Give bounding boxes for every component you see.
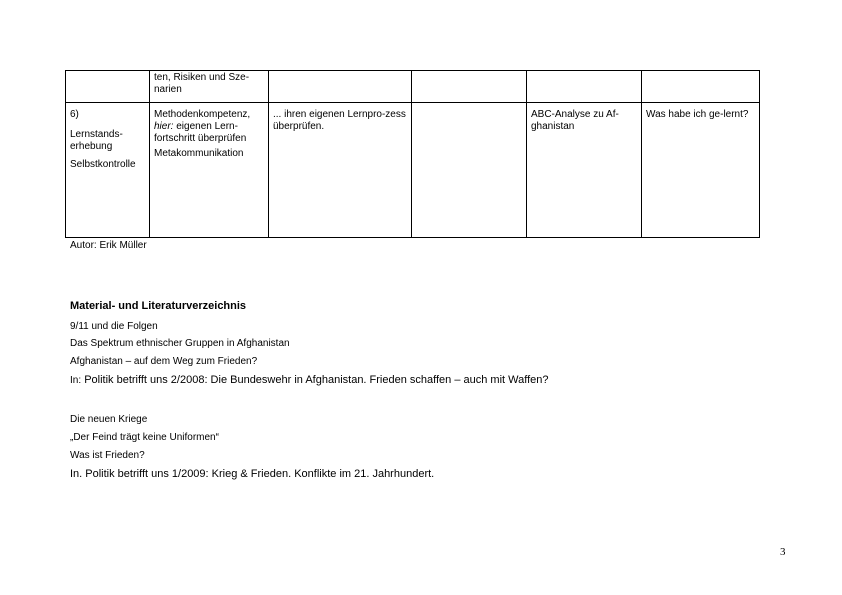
hier-label: hier: xyxy=(154,121,174,132)
competence-label: Methodenkompetenz, xyxy=(154,109,251,120)
bibliography-item: „Der Feind trägt keine Uniformen“ xyxy=(70,432,219,443)
table-cell xyxy=(412,71,527,103)
page-number: 3 xyxy=(780,546,786,558)
author-line: Autor: Erik Müller xyxy=(70,240,147,251)
competence-detail-text: eigenen Lern-fortschritt überprüfen xyxy=(154,121,247,144)
material-text: ABC-Analyse zu Af-ghanistan xyxy=(531,109,619,132)
table-cell xyxy=(412,103,527,238)
bibliography-source: In. Politik betrifft uns 1/2009: Krieg & Frieden. Konflikte im 21. Jahrhundert. xyxy=(70,468,435,480)
table-cell-competence xyxy=(150,103,269,238)
bibliography-item: Afghanistan – auf dem Weg zum Frieden? xyxy=(70,356,258,367)
table-cell-competence xyxy=(150,71,269,103)
table-cell-goal xyxy=(269,103,412,238)
competence-meta: Metakommunikation xyxy=(154,148,244,159)
bibliography-item: Die neuen Kriege xyxy=(70,414,148,425)
table-cell xyxy=(642,71,760,103)
bibliography-item: Das Spektrum ethnischer Gruppen in Afghanistan xyxy=(70,338,290,349)
bibliography-source xyxy=(70,374,549,386)
competence-text: ten, Risiken und Sze-narien xyxy=(154,72,250,95)
phase-subname: Selbstkontrolle xyxy=(70,159,136,170)
goal-text: ... ihren eigenen Lernpro-zess überprüfen. xyxy=(273,109,406,132)
table-cell-question xyxy=(642,103,760,238)
competence-detail xyxy=(154,121,264,145)
phase-name: Lernstands-erhebung xyxy=(70,129,123,152)
lesson-plan-table xyxy=(65,70,760,238)
table-cell xyxy=(269,71,412,103)
phase-number: 6) xyxy=(70,109,79,120)
bibliography-heading: Material- und Literaturverzeichnis xyxy=(70,300,247,312)
table-row xyxy=(66,71,760,103)
table-cell xyxy=(527,71,642,103)
source-prefix: In: xyxy=(70,375,82,386)
source-text: Politik betrifft uns 2/2008: Die Bundeswehr in Afghanistan. Frieden schaffen – auch mit Waffen? xyxy=(84,374,549,386)
table-row xyxy=(66,103,760,238)
bibliography-item: Was ist Frieden? xyxy=(70,450,145,461)
table-cell-material xyxy=(527,103,642,238)
table-cell xyxy=(66,71,150,103)
bibliography-item: 9/11 und die Folgen xyxy=(70,321,158,332)
question-text: Was habe ich ge-lernt? xyxy=(646,109,749,120)
table-cell-phase xyxy=(66,103,150,238)
